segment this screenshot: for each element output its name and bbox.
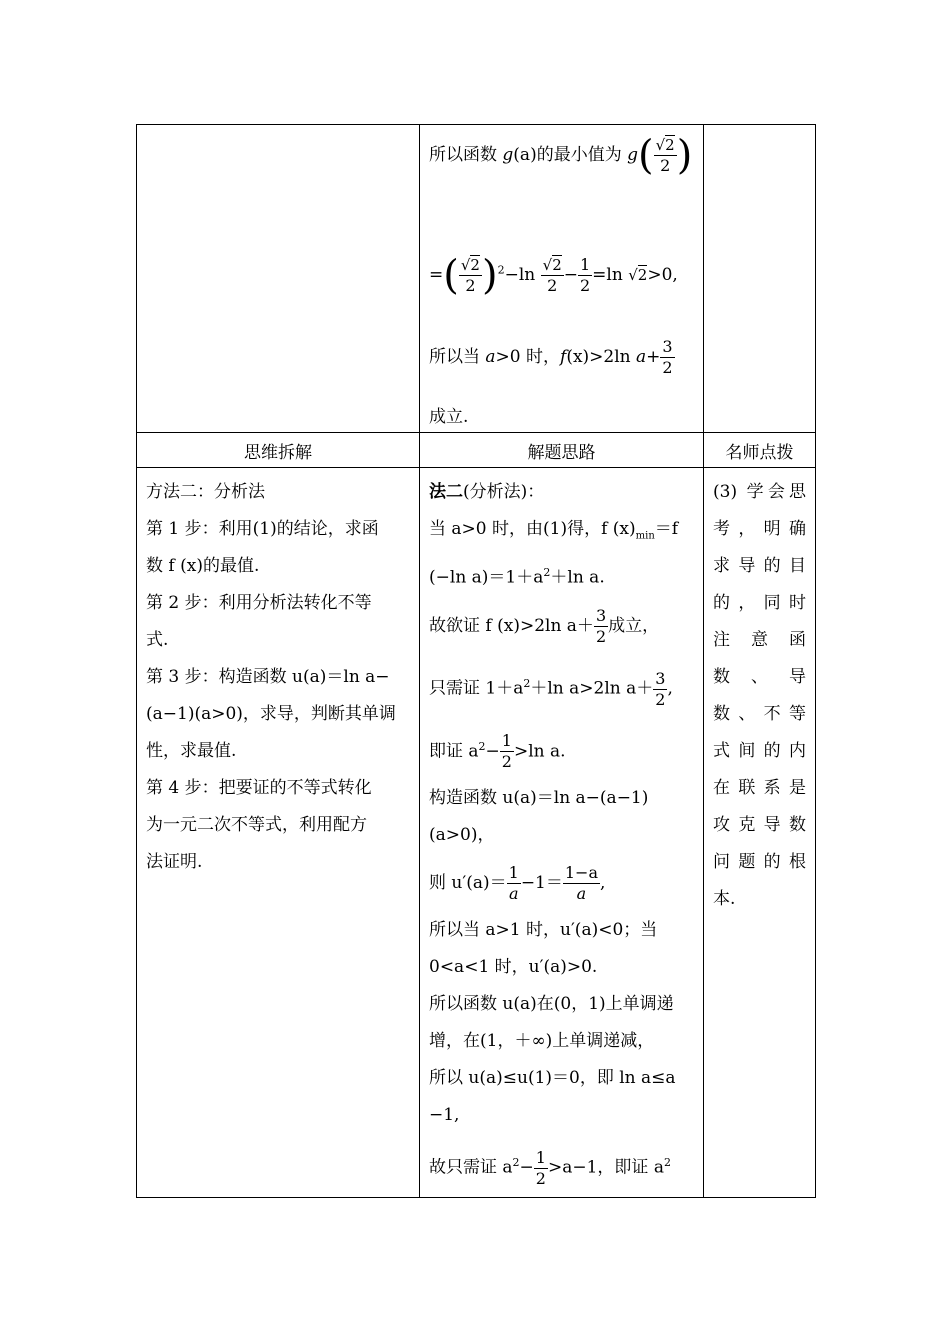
- text: (−ln a)＝1＋a: [429, 568, 544, 589]
- text: 所以当 a>1 时，u′(a)<0；当: [429, 920, 658, 941]
- top-middle-cell: 所以函数 g(a)的最小值为 g( $\frac{√2}{2}$ ) =( $\frac{√2}{2}$ )$^2$−ln $\frac{√2}{2}$ − $\frac{1}{2}$ =ln √2>0, 所以当 a>0 时，f(x)>2ln a+ $\frac{3}{2}$ 成立.: [420, 125, 704, 433]
- paren-right: ): [676, 132, 693, 179]
- text: −: [563, 265, 578, 285]
- text: a: [636, 347, 647, 367]
- text: 注意函: [713, 630, 806, 650]
- text: ＋ln a>2ln a＋: [530, 678, 654, 699]
- top-row: [137, 125, 816, 433]
- text: 第 3 步：构造函数 u(a)＝ln a−: [146, 667, 390, 687]
- text: >a−1，即证 a: [547, 1158, 664, 1179]
- text: 方法二：分析法: [146, 482, 265, 502]
- text: 攻克导数: [713, 815, 806, 835]
- text: 问题的根: [713, 852, 806, 872]
- text: g: [502, 145, 514, 165]
- fraction: $\frac{1}{2}$: [535, 1148, 546, 1189]
- text: 数、导: [713, 667, 806, 687]
- solution-table: [136, 124, 816, 1198]
- text: 成立，: [608, 616, 660, 637]
- paren-right: ): [481, 252, 498, 299]
- text: 第 2 步：利用分析法转化不等: [146, 593, 372, 613]
- text: 2: [497, 263, 505, 277]
- text: 数、不等: [713, 704, 806, 724]
- text: 的，同时: [713, 593, 806, 613]
- text: >ln a.: [513, 741, 566, 762]
- text: a: [485, 347, 496, 367]
- fraction: $\frac{1}{2}$: [579, 255, 591, 295]
- text: +: [646, 347, 661, 367]
- text: 所以函数: [429, 145, 503, 165]
- text: −ln: [504, 265, 541, 285]
- text: >0 时，: [495, 347, 561, 367]
- text: 则 u′(a)＝: [429, 873, 507, 894]
- method-title: 法二: [429, 482, 463, 502]
- text: =ln: [592, 265, 629, 285]
- fraction: $\frac{√2}{2}$: [460, 256, 480, 295]
- text: min: [635, 530, 655, 542]
- text: ＋ln a.: [550, 568, 605, 589]
- text: 只需证 1＋a: [429, 678, 524, 699]
- fraction: $\frac{3}{2}$: [662, 337, 673, 377]
- text: −: [485, 741, 500, 762]
- text: 本.: [713, 889, 736, 909]
- paren-left: (: [443, 252, 459, 299]
- text: 故只需证 a: [429, 1158, 513, 1179]
- fraction: $\frac{1-a}{a}$: [564, 863, 598, 904]
- fraction: $\frac{3}{2}$: [655, 668, 666, 709]
- top-right-cell: [704, 125, 816, 433]
- paren-left: (: [638, 132, 654, 179]
- header-col2: 解题思路: [420, 433, 704, 468]
- text: 0<a<1 时，u′(a)>0.: [429, 957, 598, 978]
- text: (3) 学会思: [713, 482, 806, 502]
- text: =: [429, 265, 444, 285]
- header-row: [137, 433, 816, 468]
- text: 第 4 步：把要证的不等式转化: [146, 778, 372, 798]
- text: 为一元二次不等式，利用配方: [146, 815, 367, 835]
- fraction: $\frac{√2}{2}$: [542, 256, 562, 295]
- text: 所以 u(a)≤u(1)＝0，即 ln a≤a: [429, 1068, 676, 1089]
- text: −1＝: [520, 873, 563, 894]
- header-col1: 思维拆解: [137, 433, 420, 468]
- text: ＝f: [654, 519, 679, 539]
- text: 2: [543, 566, 551, 580]
- text: 当 a>0 时，由(1)得，f (x): [429, 519, 636, 539]
- text: −: [519, 1158, 534, 1179]
- text: 成立.: [429, 407, 469, 427]
- text: 法证明.: [146, 852, 203, 872]
- header-col3: 名师点拨: [704, 433, 816, 468]
- text: 求导的目: [713, 556, 806, 576]
- content-row: [137, 468, 816, 1198]
- fraction: $\frac{1}{a}$: [508, 863, 519, 904]
- text: (x)>2ln: [566, 347, 637, 367]
- text: −1,: [429, 1105, 460, 1126]
- text: 式.: [146, 630, 169, 650]
- text: 故欲证 f (x)>2ln a＋: [429, 616, 594, 637]
- text: 所以函数 u(a)在(0，1)上单调递: [429, 994, 674, 1015]
- text: 即证 a: [429, 741, 479, 762]
- text: 构造函数 u(a)＝ln a−(a−1): [429, 788, 649, 809]
- text: ,: [600, 873, 606, 894]
- text: 增，在(1，＋∞)上单调递减，: [429, 1031, 655, 1052]
- thinking-cell: [137, 468, 420, 1198]
- text: (a>0)，: [429, 825, 495, 846]
- text: 所以当: [429, 347, 486, 367]
- text: 考，明确: [713, 519, 806, 539]
- text: ,: [667, 678, 673, 699]
- fraction: $\frac{3}{2}$: [595, 606, 607, 647]
- text: 数 f (x)的最值.: [146, 556, 260, 576]
- text: 式间的内: [713, 741, 806, 761]
- solution-cell: 法二(分析法)： 当 a>0 时，由(1)得，f $(x)_{min}=f$ (−ln $a)=1+a^2+\ln$ a. 故欲证 f (x)>2ln a＋ $\frac{3}{2}$ 成立， 只需证 $1+a^2+\ln$ a>2ln a＋ $\frac{3}{2}$ , 即证 $a^2-$ $\frac{1}{2}$ >ln a. 构造函数 u(a)＝ln a−(a−1) (a>0)， 则 u′(a)＝ $\frac{1}{a}$ −1＝ $\frac{1-a}{a}$ , 所以当 a>1 时，u′(a)<0；当 0<a<1 时，u′(a)>0. 所以函数 u(a)在(0，1)上单调递 增，在(1，＋∞)上单调递减， 所以 u(a)≤u(1)＝0，即 ln a≤a −1, 故只需证 $a^2-$ $\frac{1}{2}$ >a−1，即证 $a^2$: [420, 468, 704, 1198]
- radical: √2: [655, 136, 675, 154]
- text: f: [560, 347, 567, 367]
- text: (a−1)(a>0)，求导，判断其单调: [146, 704, 396, 724]
- text: 在联系是: [713, 778, 806, 798]
- text: 性，求最值.: [146, 741, 237, 761]
- fraction: $\frac{√2}{2}$: [655, 136, 675, 175]
- tips-cell: [704, 468, 816, 1198]
- fraction: $\frac{1}{2}$: [501, 731, 512, 772]
- text: >0,: [647, 265, 678, 285]
- text: g: [627, 145, 638, 165]
- text: (分析法)：: [463, 482, 545, 502]
- text: 第 1 步：利用(1)的结论，求函: [146, 519, 379, 539]
- top-left-cell: [137, 125, 420, 433]
- text: (a)的最小值为: [513, 145, 628, 165]
